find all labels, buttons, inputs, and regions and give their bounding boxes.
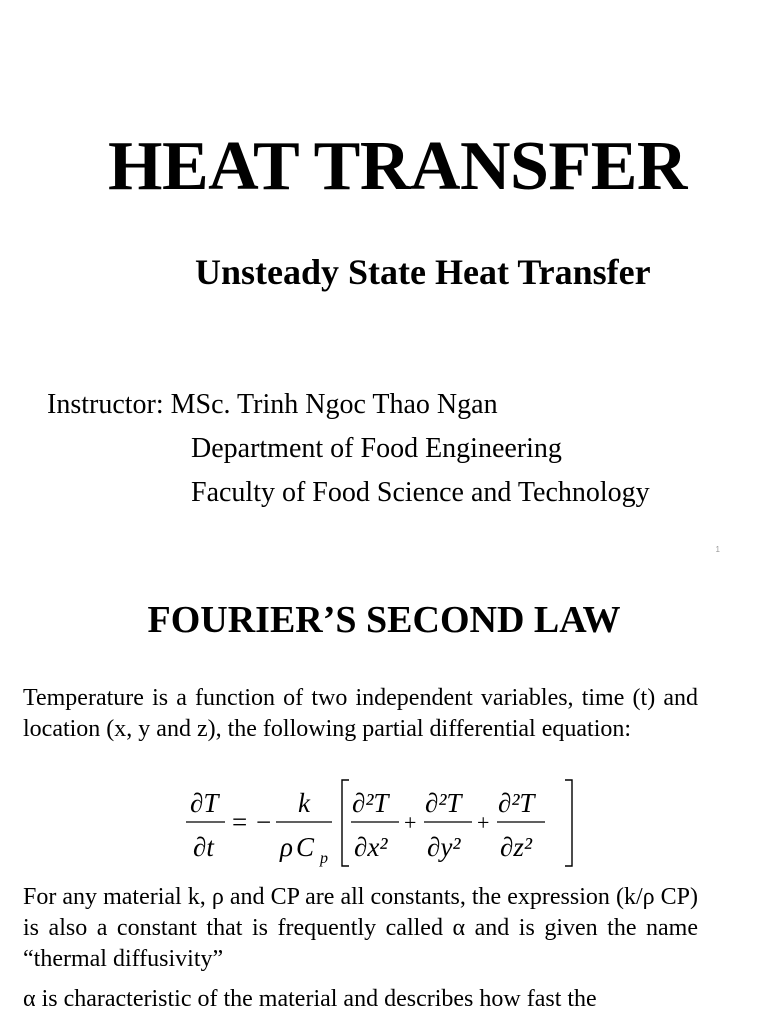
faculty-name: Faculty of Food Science and Technology xyxy=(191,477,650,508)
eq-coef-numerator: k xyxy=(298,788,310,818)
eq-right-bracket xyxy=(565,780,572,866)
eq-plus-1: + xyxy=(404,810,417,835)
eq-term-x-denominator: ∂x² xyxy=(354,832,388,862)
paragraph-diffusivity: For any material k, ρ and CP are all constants, the expression (k/ρ CP) is also a constant that is frequently called α and is given the name “thermal diffusivity” xyxy=(23,884,698,972)
eq-lhs-denominator: ∂t xyxy=(193,832,214,862)
slide-title: HEAT TRANSFER xyxy=(108,128,687,205)
paragraph-characteristic: α is characteristic of the material and describes how fast the xyxy=(23,986,597,1012)
fourier-slide xyxy=(0,560,768,1024)
paragraph-intro: Temperature is a function of two independent variables, time (t) and location (x, y and z), the following partial differential equation: xyxy=(23,685,698,742)
slide-page-number: 1 xyxy=(715,545,720,554)
department-name: Department of Food Engineering xyxy=(191,433,562,464)
slide-subtitle: Unsteady State Heat Transfer xyxy=(195,252,651,292)
eq-term-z-denominator: ∂z² xyxy=(500,832,532,862)
eq-coef-c: C xyxy=(296,832,315,862)
eq-left-bracket xyxy=(342,780,349,866)
eq-term-x-numerator: ∂²T xyxy=(352,788,389,818)
instructor-name: Instructor: MSc. Trinh Ngoc Thao Ngan xyxy=(47,389,498,420)
equation-graphic xyxy=(180,772,580,868)
eq-plus-2: + xyxy=(477,810,490,835)
eq-term-y-numerator: ∂²T xyxy=(425,788,462,818)
eq-lhs-numerator: ∂T xyxy=(190,788,219,818)
eq-coef-rho: ρ xyxy=(280,832,293,862)
slide-heading: FOURIER’S SECOND LAW xyxy=(147,599,621,641)
eq-equals: = xyxy=(232,807,248,837)
eq-term-z-numerator: ∂²T xyxy=(498,788,535,818)
eq-term-y-denominator: ∂y² xyxy=(427,832,461,862)
instructor-block xyxy=(47,383,650,515)
eq-minus: − xyxy=(256,807,272,837)
eq-coef-subscript: p xyxy=(320,850,328,867)
fourier-equation xyxy=(180,772,580,868)
